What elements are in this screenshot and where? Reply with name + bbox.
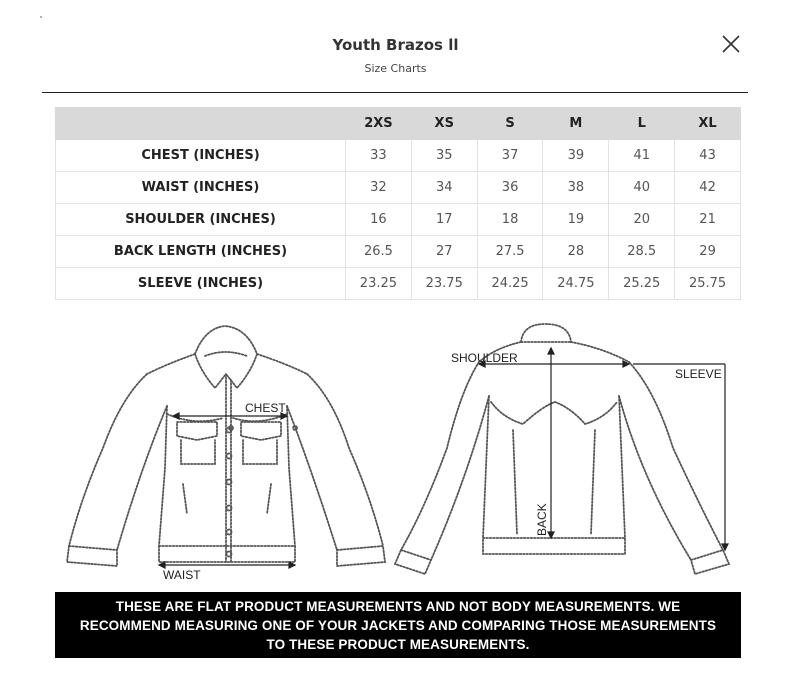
size-column-header: L: [609, 108, 675, 140]
measurement-value: 33: [346, 140, 412, 172]
measurement-value: 25.75: [675, 268, 741, 300]
measurement-value: 38: [543, 172, 609, 204]
sleeve-label: SLEEVE: [675, 367, 722, 381]
measurement-value: 34: [411, 172, 477, 204]
size-column-header: 2XS: [346, 108, 412, 140]
measurement-value: 26.5: [346, 236, 412, 268]
header-divider: [42, 92, 748, 93]
measurement-value: 37: [477, 140, 543, 172]
measurement-value: 28.5: [609, 236, 675, 268]
measurement-value: 42: [675, 172, 741, 204]
measurement-value: 29: [675, 236, 741, 268]
measurement-value: 24.75: [543, 268, 609, 300]
modal-title: Youth Brazos ll: [332, 36, 459, 54]
measurement-value: 20: [609, 204, 675, 236]
shoulder-label: SHOULDER: [451, 351, 518, 365]
measurement-value: 40: [609, 172, 675, 204]
table-row: [56, 236, 741, 268]
measurement-value: 24.25: [477, 268, 543, 300]
measurement-value: 41: [609, 140, 675, 172]
waist-label: WAIST: [163, 568, 201, 582]
measurement-value: 43: [675, 140, 741, 172]
table-row: [56, 172, 741, 204]
measurement-notice-text: THESE ARE FLAT PRODUCT MEASUREMENTS AND NOT BODY MEASUREMENTS. WE RECOMMEND MEASURING ONE OF YOUR JACKETS AND COMPARING THOSE MEASUREMENTS TO THESE PRODUCT MEASUREMENTS.: [79, 598, 717, 652]
measurement-label: SLEEVE (INCHES): [56, 268, 346, 300]
close-icon: [720, 33, 742, 55]
measurement-value: 23.25: [346, 268, 412, 300]
chest-label: CHEST: [245, 401, 286, 415]
table-row: [56, 204, 741, 236]
size-chart-table: [55, 107, 741, 300]
measurement-value: 23.75: [411, 268, 477, 300]
front-jacket-illustration: [67, 326, 385, 566]
header-corner-cell: [56, 108, 346, 140]
measurement-value: 25.25: [609, 268, 675, 300]
measurement-value: 39: [543, 140, 609, 172]
measurement-value: 36: [477, 172, 543, 204]
size-column-header: M: [543, 108, 609, 140]
measurement-notice-banner: [55, 592, 741, 658]
measurement-value: 19: [543, 204, 609, 236]
measurement-value: 27: [411, 236, 477, 268]
corner-dot: [40, 16, 42, 18]
measurement-value: 21: [675, 204, 741, 236]
table-row: [56, 268, 741, 300]
measurement-value: 18: [477, 204, 543, 236]
table-row: [56, 140, 741, 172]
size-column-header: XL: [675, 108, 741, 140]
size-column-header: XS: [411, 108, 477, 140]
measurement-label: WAIST (INCHES): [56, 172, 346, 204]
measurement-label: BACK LENGTH (INCHES): [56, 236, 346, 268]
measurement-value: 32: [346, 172, 412, 204]
back-jacket-illustration: [395, 324, 729, 574]
measurement-value: 17: [411, 204, 477, 236]
measurement-value: 27.5: [477, 236, 543, 268]
size-column-header: S: [477, 108, 543, 140]
back-length-label: BACK: [535, 503, 549, 536]
measurement-value: 35: [411, 140, 477, 172]
measurement-value: 28: [543, 236, 609, 268]
measurement-value: 16: [346, 204, 412, 236]
measurement-label: SHOULDER (INCHES): [56, 204, 346, 236]
size-header-row: [56, 108, 741, 140]
measurement-label: CHEST (INCHES): [56, 140, 346, 172]
close-button[interactable]: [720, 33, 742, 55]
jacket-measurement-diagram: [55, 318, 741, 588]
modal-subtitle: Size Charts: [364, 62, 427, 75]
